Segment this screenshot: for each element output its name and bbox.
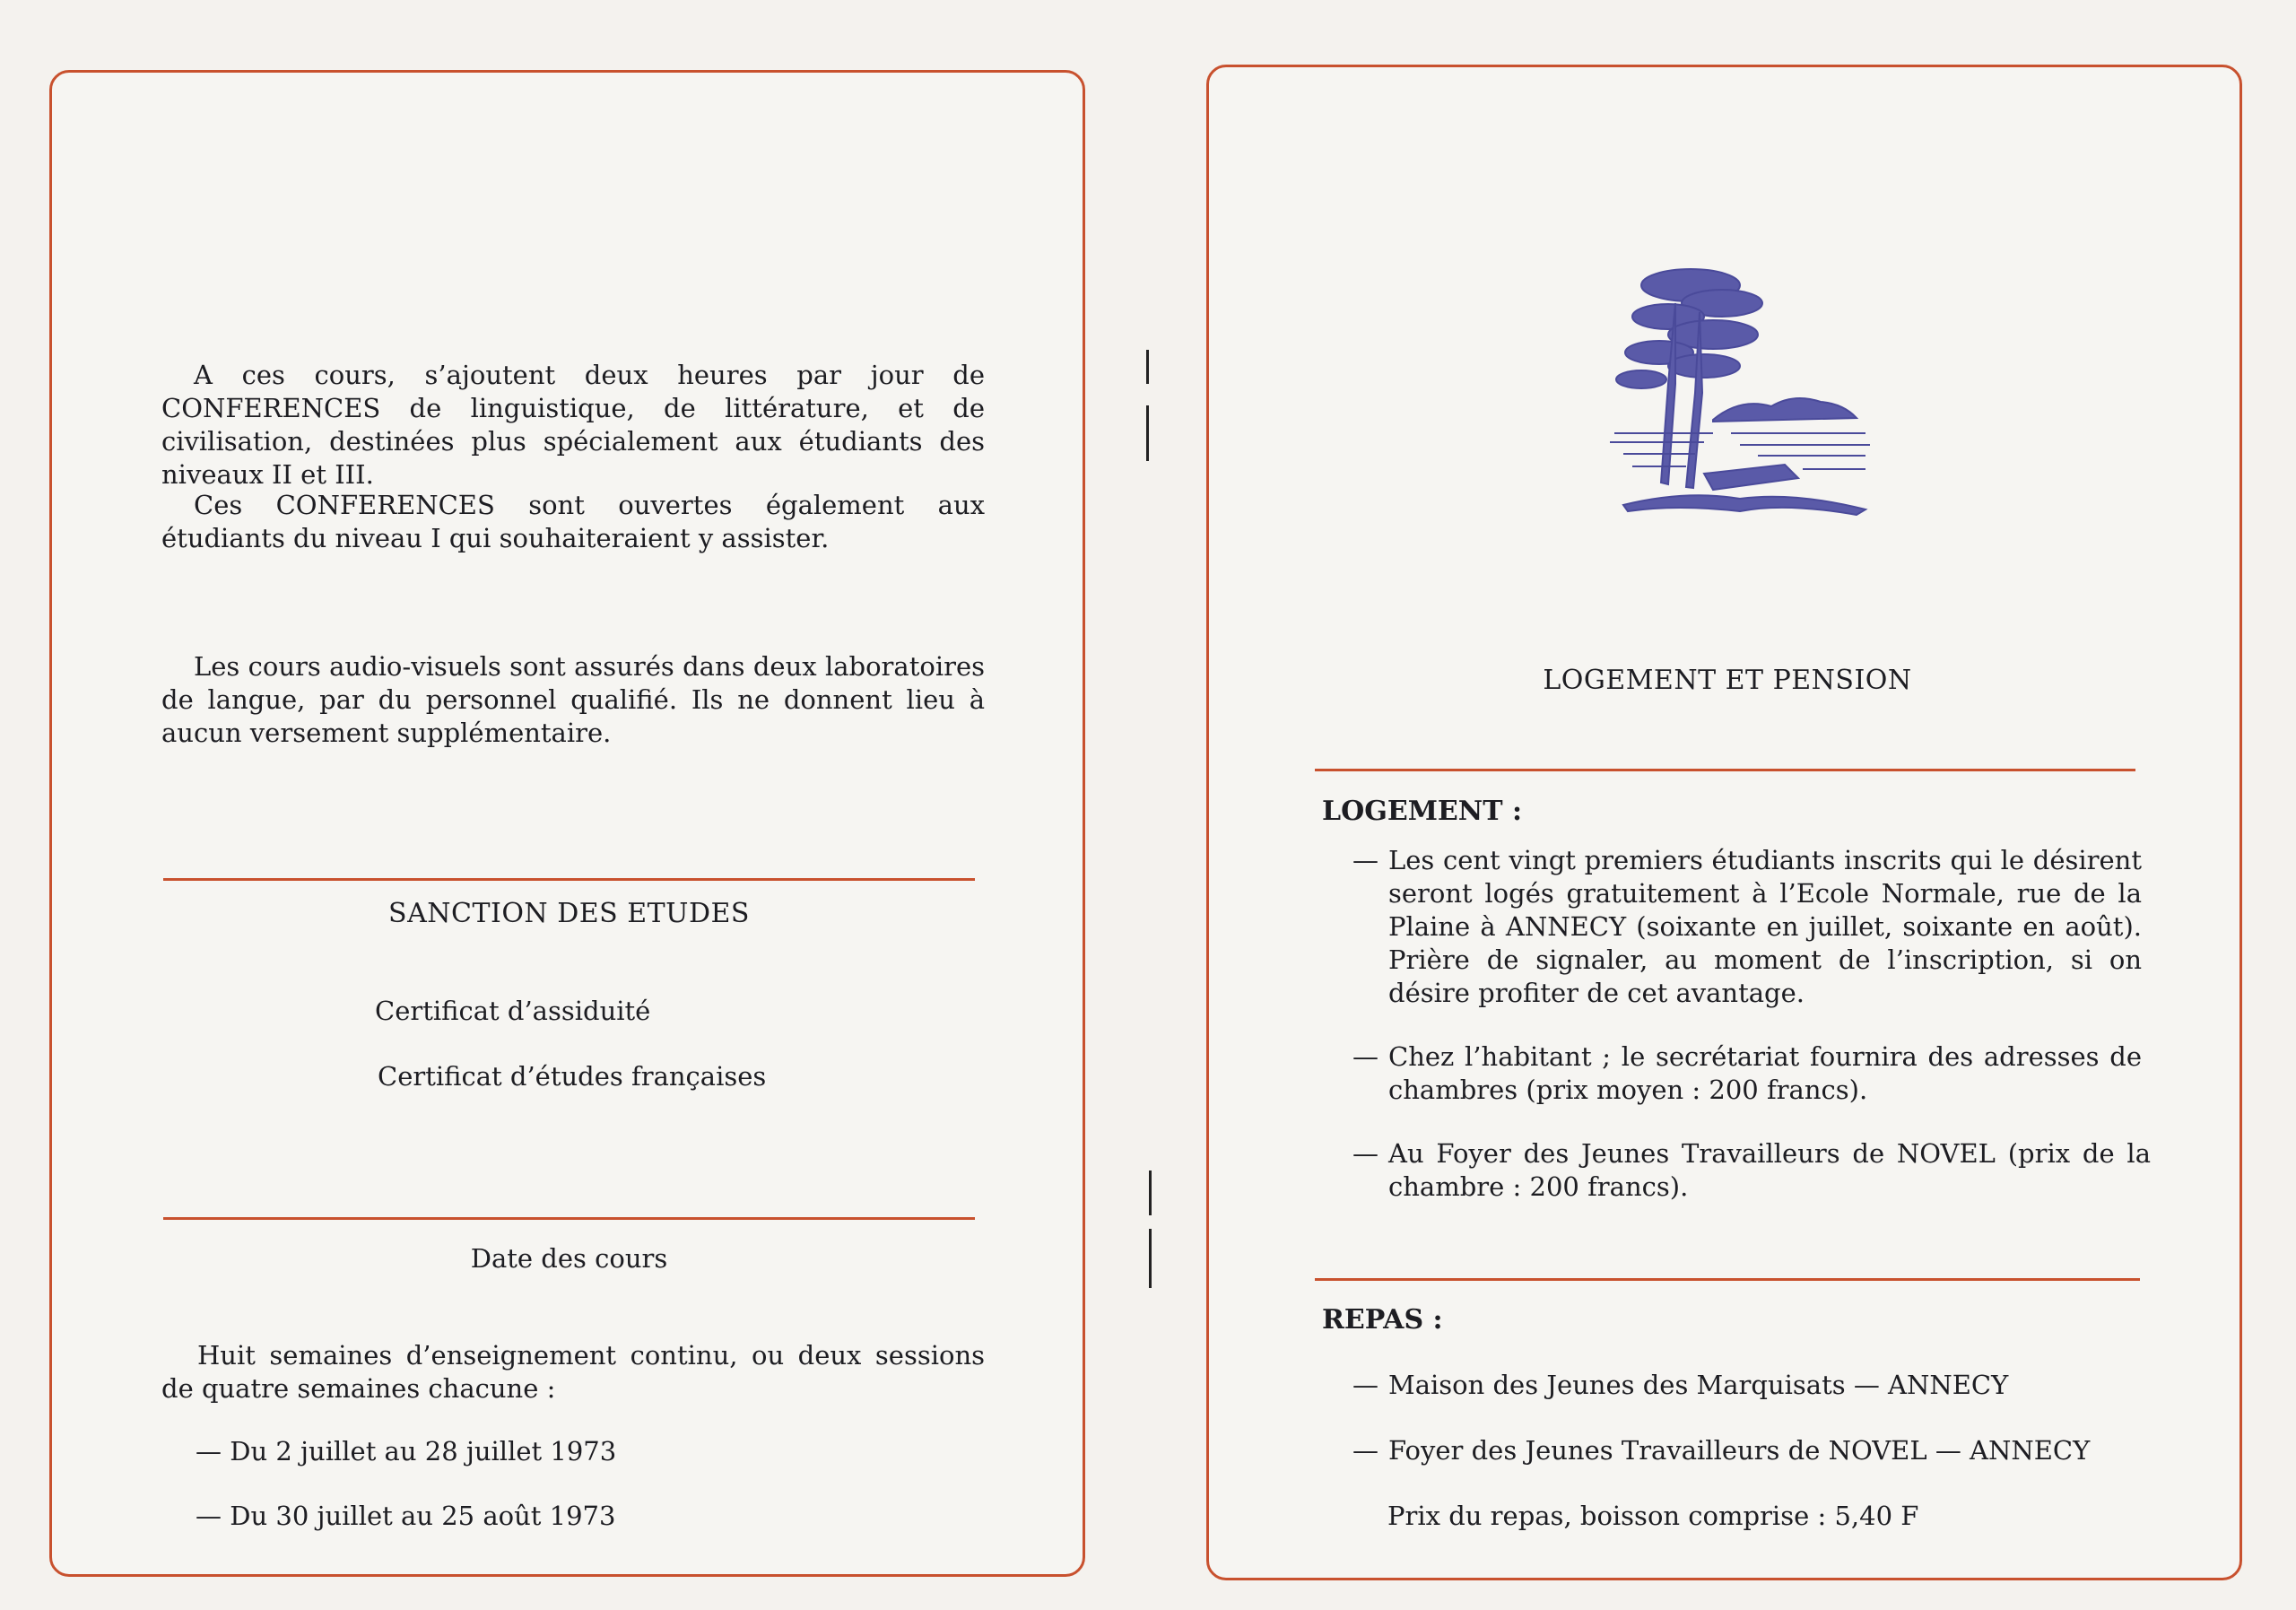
conferences-paragraph: A ces cours, s’ajoutent deux heures par jour de CONFERENCES de linguistique, de littérature, et de civilisation, destinées plus spécialement aux étudiants des niveaux II et III. xyxy=(161,360,985,490)
section-divider xyxy=(1315,769,2135,771)
certificate-assiduite: Certificat d’assiduité xyxy=(375,996,651,1026)
dash-marker: — xyxy=(1352,845,1378,875)
certificate-etudes: Certificat d’études françaises xyxy=(378,1061,767,1092)
logement-pension-title: LOGEMENT ET PENSION xyxy=(1543,665,1912,696)
dash-marker: — xyxy=(1352,1370,1378,1400)
dates-title: Date des cours xyxy=(470,1243,668,1274)
conferences-open-paragraph: Ces CONFERENCES sont ouvertes également aux étudiants du niveau I qui souhaiteraient y assister. xyxy=(161,490,985,553)
logement-item-2: — Chez l’habitant ; le secrétariat fournira des adresses de chambres (prix moyen : 200 francs). xyxy=(1352,1041,2142,1105)
dash-marker: — xyxy=(1352,1138,1378,1169)
audio-visual-paragraph: Les cours audio-visuels sont assurés dans deux laboratoires de langue, par du personnel qualifié. Ils ne donnent lieu à aucun versement supplémentaire. xyxy=(161,651,985,748)
repas-item-2: — Foyer des Jeunes Travailleurs de NOVEL — ANNECY xyxy=(1352,1435,2091,1466)
dash-marker: — xyxy=(1352,1435,1378,1466)
session-2: — Du 30 juillet au 25 août 1973 xyxy=(196,1501,616,1531)
repas-item-1: — Maison des Jeunes des Marquisats — ANNECY xyxy=(1352,1370,2009,1400)
section-divider xyxy=(163,878,975,881)
fold-mark xyxy=(1149,1171,1152,1215)
logement-item-1: — Les cent vingt premiers étudiants inscrits qui le désirent seront logés gratuitement à l’Ecole Normale, rue de la Plaine à ANNECY (soixante en juillet, soixante en août). Prière de signaler, au moment de l’inscription, si on désire profiter de cet avantage. xyxy=(1352,845,2142,1008)
logement-label: LOGEMENT : xyxy=(1322,796,1523,827)
dates-intro: Huit semaines d’enseignement continu, ou deux sessions de quatre semaines chacune : xyxy=(161,1340,985,1404)
meal-price: Prix du repas, boisson comprise : 5,40 F xyxy=(1387,1501,1919,1531)
logement-item-3: — Au Foyer des Jeunes Travailleurs de NOVEL (prix de la chambre : 200 francs). xyxy=(1352,1138,2151,1202)
section-divider xyxy=(1315,1278,2140,1281)
dash-marker: — xyxy=(1352,1041,1378,1072)
sanction-title: SANCTION DES ETUDES xyxy=(388,898,750,929)
fold-mark xyxy=(1146,405,1149,461)
lake-tree-illustration-icon xyxy=(1605,249,1874,545)
repas-label: REPAS : xyxy=(1322,1304,1443,1336)
session-1: — Du 2 juillet au 28 juillet 1973 xyxy=(196,1436,617,1466)
fold-mark xyxy=(1149,1229,1152,1288)
section-divider xyxy=(163,1217,975,1220)
fold-mark xyxy=(1146,350,1149,384)
